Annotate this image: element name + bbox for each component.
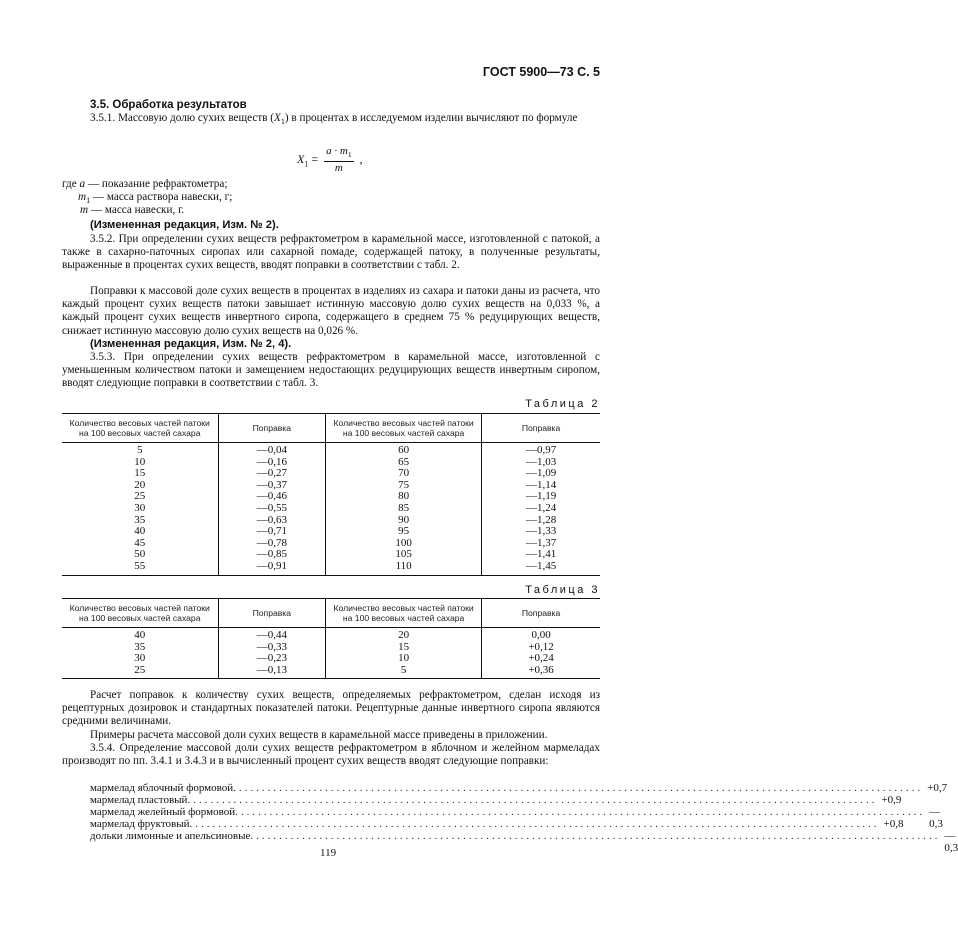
table-cell: 5 <box>326 665 482 679</box>
definition-symbol: m <box>78 191 87 204</box>
definition-text: — показание рефрактометра; <box>87 178 228 190</box>
definition-item <box>62 178 232 191</box>
table-2-caption: Таблица 2 <box>525 398 600 410</box>
table-cell: —0,63 <box>218 515 326 527</box>
table-cell: —0,27 <box>218 468 326 480</box>
table-cell: 20 <box>326 628 482 642</box>
table-cell: 40 <box>134 525 146 538</box>
table-header-cell: Поправка <box>482 599 600 628</box>
correction-value: —0,3 <box>929 806 943 831</box>
edit-note-1: (Измененная редакция, Изм. № 2). <box>90 219 279 231</box>
table-cell: —0,78 <box>218 538 326 550</box>
document-header: ГОСТ 5900—73 С. 5 <box>482 65 600 79</box>
table-cell: —0,91 <box>218 561 326 575</box>
table-row <box>62 628 600 642</box>
table-cell: —0,16 <box>218 457 326 469</box>
table-cell: —0,23 <box>218 653 326 665</box>
table-cell: 85 <box>326 503 482 515</box>
table-cell: 75 <box>326 480 482 492</box>
leader-dots: ........................................................................................................................ <box>187 794 878 807</box>
table-cell: 80 <box>326 491 482 503</box>
table-header-cell: Поправка <box>218 599 326 628</box>
paragraph-3-5-1 <box>62 112 600 128</box>
table-row <box>62 503 600 515</box>
definition-symbol: a <box>79 178 86 190</box>
table-2-body <box>62 443 600 576</box>
paragraph-3-5-4: 3.5.4. Определение массовой доли сухих веществ рефрактометром в яблочном и желейном мармеладах производят по пп. 3.4.1 и 3.4.3 и в вычисленный процент сухих веществ вводят следующие поправки: <box>62 742 600 768</box>
table-cell: +0,12 <box>482 642 600 654</box>
formula-denominator: m <box>334 162 343 175</box>
table-header-cell: Количество весовых частей патоки на 100 весовых частей сахара <box>62 414 218 443</box>
formula-num-text: a · m <box>326 145 348 157</box>
definition-item <box>62 204 232 217</box>
p351-sub: 1 <box>280 117 285 127</box>
table-cell: —1,28 <box>482 515 600 527</box>
table-row <box>62 443 600 457</box>
table-cell: —1,41 <box>482 549 600 561</box>
definition-text: — масса навески, г. <box>90 204 185 217</box>
table-cell: —0,71 <box>218 526 326 538</box>
table-cell: 10 <box>134 455 146 468</box>
table-header-cell: Количество весовых частей патоки на 100 весовых частей сахара <box>326 599 482 628</box>
table-cell: 5 <box>137 444 143 456</box>
section-title: 3.5. Обработка результатов <box>90 99 247 111</box>
formula-eq: = <box>311 152 319 167</box>
table-header-cell: Количество весовых частей патоки на 100 весовых частей сахара <box>62 599 218 628</box>
table-cell: 90 <box>326 515 482 527</box>
formula-numerator <box>324 145 353 162</box>
table-cell: —0,97 <box>482 443 600 457</box>
table-cell: 110 <box>326 561 482 575</box>
p351-text2: ) в процентах в исследуемом изделии вычисляют по формуле <box>284 112 578 124</box>
table-cell: 70 <box>326 468 482 480</box>
p351-var: X <box>274 112 281 124</box>
leader-dots: ........................................................................................................................ <box>235 806 926 819</box>
correction-item <box>90 818 904 831</box>
paragraph-3-5-3: 3.5.3. При определении сухих веществ рефрактометром в карамельной массе, изготовленной с уменьшенным количеством патоки и замещением недостающих редуцирующих веществ инвертным сиропом, вводят следующие поправки в соответствии с табл. 3. <box>62 351 600 390</box>
table-cell: 60 <box>326 443 482 457</box>
leader-dots: ........................................................................................................................ <box>250 830 941 843</box>
leader-dots: ........................................................................................................................ <box>189 818 880 831</box>
table-header-cell: Количество весовых частей патоки на 100 весовых частей сахара <box>326 414 482 443</box>
correction-label: мармелад пластовый <box>90 794 188 807</box>
table-cell: —1,37 <box>482 538 600 550</box>
correction-value: +0,7 <box>927 782 948 794</box>
table-cell: 100 <box>326 538 482 550</box>
table-3-caption: Таблица 3 <box>525 584 600 596</box>
table-cell: —1,24 <box>482 503 600 515</box>
table-row <box>62 665 600 679</box>
formula-lhs-sub: 1 <box>304 159 309 169</box>
table-header-cell: Поправка <box>482 414 600 443</box>
table-cell: —0,37 <box>218 480 326 492</box>
table-cell: —1,19 <box>482 491 600 503</box>
table-cell: —0,44 <box>218 628 326 642</box>
definition-lead: где <box>62 178 77 190</box>
table-row <box>62 526 600 538</box>
table-cell: —0,85 <box>218 549 326 561</box>
p351-text1: 3.5.1. Массовую долю сухих веществ ( <box>90 112 275 124</box>
table-header-row <box>62 599 600 628</box>
table-cell: 0,00 <box>482 628 600 642</box>
table-cell: —1,03 <box>482 457 600 469</box>
table-cell: —0,55 <box>218 503 326 515</box>
table-3 <box>62 598 600 679</box>
table-cell: 50 <box>134 548 146 561</box>
correction-value: +0,9 <box>881 794 902 807</box>
formula-tail: , <box>359 152 363 167</box>
table-cell: 25 <box>62 665 218 679</box>
definition-item <box>62 191 232 204</box>
table-cell: —1,14 <box>482 480 600 492</box>
table-cell: 20 <box>134 478 146 491</box>
correction-item <box>90 794 902 807</box>
paragraph-3-5-2-b: Поправки к массовой доле сухих веществ в процентах в изделиях из сахара и патоки даны из расчета, что каждый процент сухих веществ патоки завышает истинную массовую долю сухих веществ на 0,033 %, а каждый процент сухих веществ инвертного сиропа, содержащего в среднем 75 % редуцирующих веществ, снижает истинную массовую долю сухих веществ на 0,026 %. <box>62 285 600 337</box>
table-3-body <box>62 628 600 679</box>
correction-label: мармелад яблочный формовой <box>90 782 234 794</box>
table-cell: 15 <box>134 467 146 480</box>
table-cell: 65 <box>326 457 482 469</box>
formula-fraction <box>324 145 353 176</box>
table-header-row <box>62 414 600 443</box>
correction-label: мармелад фруктовый <box>90 818 190 831</box>
table-cell: 10 <box>326 653 482 665</box>
correction-label: мармелад желейный формовой <box>90 806 236 819</box>
table-cell: 25 <box>134 490 146 503</box>
formula-lhs: X <box>297 152 305 167</box>
leader-dots: ........................................................................................................................ <box>233 782 924 794</box>
formula-num-sub: 1 <box>347 150 352 160</box>
definition-symbol: m <box>80 204 89 217</box>
definition-text: — масса раствора навески, г; <box>92 191 233 204</box>
table-cell: 35 <box>134 640 146 653</box>
table-cell: 30 <box>134 652 146 665</box>
paragraph-3-5-2: 3.5.2. При определении сухих веществ рефрактометром в карамельной массе, изготовленной с патокой, а также в сахарно-паточных сиропах или сахарной помаде, содержащей патоку, в полученные результаты, выраженные в процентах сухих веществ, вводят поправки в соответствии с табл. 2. <box>62 233 600 272</box>
table-cell: 15 <box>326 642 482 654</box>
table-cell: —1,33 <box>482 526 600 538</box>
definitions-list <box>62 178 232 218</box>
table-cell: 45 <box>134 536 146 549</box>
table-cell: 55 <box>62 561 218 575</box>
table-header-cell: Поправка <box>218 414 326 443</box>
edit-note-2: (Измененная редакция, Изм. № 2, 4). <box>90 338 292 350</box>
table-cell: 30 <box>134 501 146 514</box>
table-cell: 40 <box>134 629 146 641</box>
table-row <box>62 561 600 575</box>
table-cell: —0,46 <box>218 491 326 503</box>
table-cell: —0,33 <box>218 642 326 654</box>
table-cell: 35 <box>134 513 146 526</box>
correction-item <box>90 782 948 794</box>
table-cell: 95 <box>326 526 482 538</box>
table-cell: —1,09 <box>482 468 600 480</box>
paragraph-calc: Расчет поправок к количеству сухих веществ, определяемых рефрактометром, сделан исходя из рецептурных дозировок и стандартных показателей патоки. Рецептурные данные инвертного сиропа являются средними величинами. <box>62 689 600 728</box>
definition-sub: 1 <box>86 196 91 206</box>
table-2 <box>62 413 600 576</box>
correction-label: дольки лимонные и апельсиновые <box>90 830 251 843</box>
table-cell: 105 <box>326 549 482 561</box>
paragraph-examples: Примеры расчета массовой доли сухих веществ в карамельной массе приведены в приложении. <box>90 729 548 741</box>
correction-value: —0,3 <box>944 830 958 855</box>
correction-value: +0,8 <box>883 818 904 831</box>
formula <box>297 145 363 176</box>
table-cell: —0,13 <box>218 665 326 679</box>
table-cell: +0,36 <box>482 665 600 679</box>
table-cell: +0,24 <box>482 653 600 665</box>
page-number: 119 <box>320 847 337 859</box>
table-cell: —1,45 <box>482 561 600 575</box>
table-cell: —0,04 <box>218 443 326 457</box>
